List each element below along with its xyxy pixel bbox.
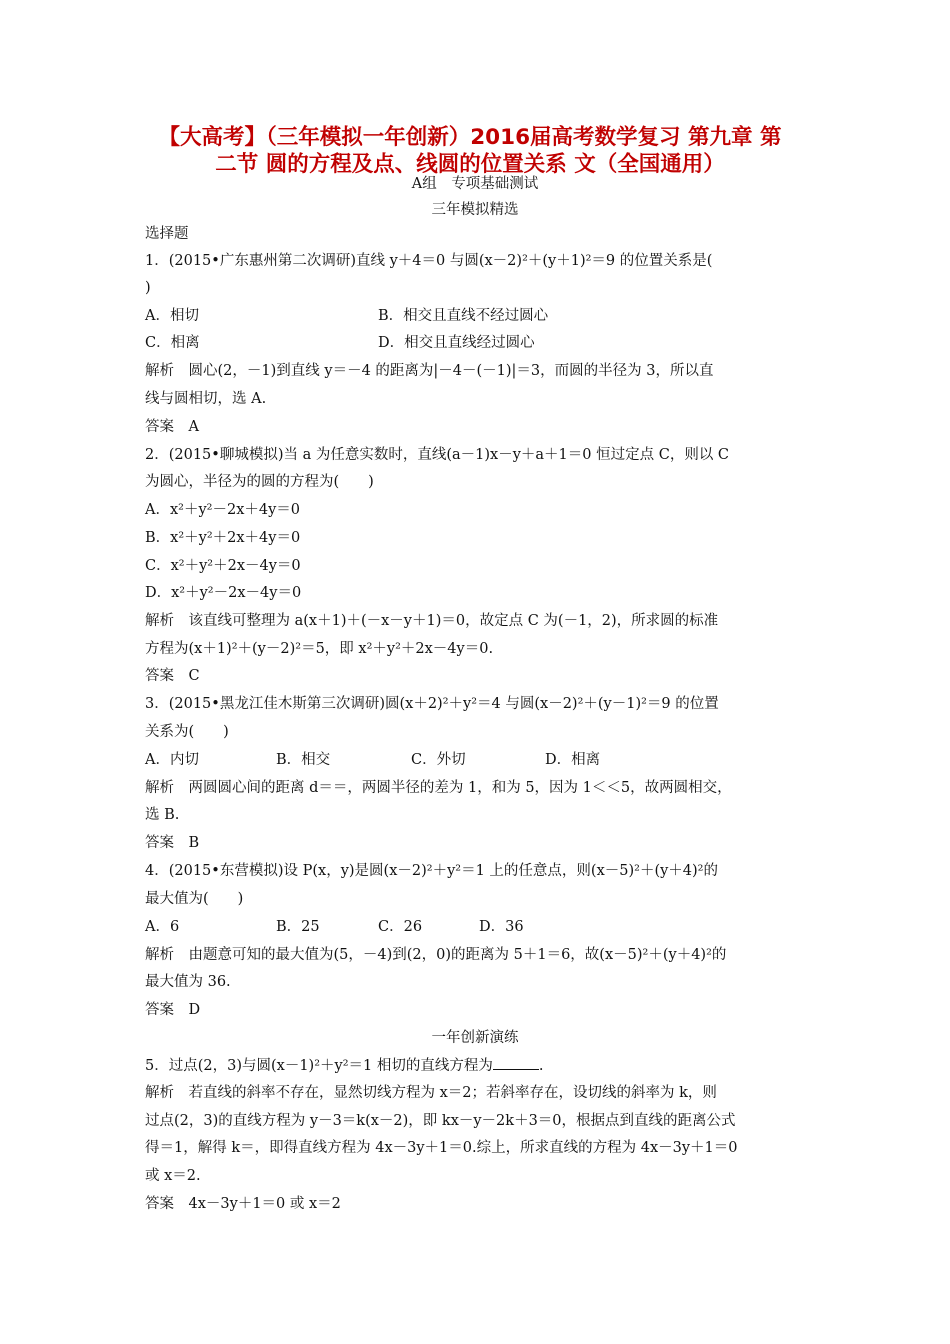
title-line-2: 二节 圆的方程及点、线圆的位置关系 文（全国通用） — [215, 152, 725, 177]
q1-solution-line-2: 线与圆相切，选 A. — [145, 391, 267, 407]
q4-solution-line-1: 解析 由题意可知的最大值为(5，－4)到(2，0)的距离为 5＋1＝6，故(x－5)²＋(y＋4)²的 — [145, 947, 727, 963]
q3-option-c: C．外切 — [411, 752, 466, 768]
q3-solution-line-2: 选 B. — [145, 807, 180, 823]
q4-answer: 答案 D — [145, 1002, 201, 1018]
q2-solution-line-2: 方程为(x＋1)²＋(y－2)²＝5，即 x²＋y²＋2x－4y＝0. — [145, 641, 494, 657]
section-heading-one-year: 一年创新演练 — [431, 1030, 519, 1046]
group-heading: A组 专项基础测试 — [411, 176, 539, 192]
q1-stem-line-1: 1．(2015•广东惠州第二次调研)直线 y＋4＝0 与圆(x－2)²＋(y＋1)²＝9 的位置关系是( — [145, 253, 713, 269]
q5-solution-line-1: 解析 若直线的斜率不存在，显然切线方程为 x＝2；若斜率存在，设切线的斜率为 k，则 — [145, 1085, 717, 1101]
q5-solution-line-3: 得＝1，解得 k＝，即得直线方程为 4x－3y＋1＝0.综上，所求直线的方程为 4x－3y＋1＝0 — [145, 1140, 738, 1156]
q1-answer: 答案 A — [145, 419, 199, 435]
q1-stem-line-2: ) — [145, 280, 151, 296]
q2-option-c: C．x²＋y²＋2x－4y＝0 — [145, 558, 301, 574]
q2-option-d: D．x²＋y²－2x－4y＝0 — [145, 585, 302, 601]
title-line-1: 【大高考】（三年模拟一年创新）2016届高考数学复习 第九章 第 — [158, 125, 782, 150]
section-heading-three-year: 三年模拟精选 — [431, 202, 519, 218]
q3-option-a: A．内切 — [145, 752, 199, 768]
q5-stem-text: 5．过点(2，3)与圆(x－1)²＋y²＝1 相切的直线方程为 — [145, 1058, 493, 1074]
question-type-label: 选择题 — [145, 226, 189, 242]
q5-answer-blank — [493, 1055, 539, 1070]
q2-option-a: A．x²＋y²－2x＋4y＝0 — [145, 502, 301, 518]
q4-stem-line-2: 最大值为( ) — [145, 891, 244, 907]
q3-option-b: B．相交 — [276, 752, 331, 768]
q3-option-d: D．相离 — [545, 752, 601, 768]
q3-solution-line-1: 解析 两圆圆心间的距离 d＝＝，两圆半径的差为 1，和为 5，因为 1＜＜5，故两圆相交， — [145, 780, 732, 796]
q4-option-d: D．36 — [479, 919, 524, 935]
document-title — [120, 124, 820, 178]
q2-stem-line-1: 2．(2015•聊城模拟)当 a 为任意实数时，直线(a－1)x－y＋a＋1＝0 恒过定点 C，则以 C — [145, 447, 730, 463]
q3-answer: 答案 B — [145, 835, 200, 851]
q3-stem-line-2: 关系为( ) — [145, 724, 229, 740]
q5-stem-end: . — [538, 1058, 544, 1074]
q4-option-a: A．6 — [145, 919, 180, 935]
q1-solution-line-1: 解析 圆心(2，－1)到直线 y＝－4 的距离为|－4－(－1)|＝3，而圆的半径为 3，所以直 — [145, 363, 714, 379]
q2-option-b: B．x²＋y²＋2x＋4y＝0 — [145, 530, 301, 546]
q4-stem-line-1: 4．(2015•东营模拟)设 P(x，y)是圆(x－2)²＋y²＝1 上的任意点，则(x－5)²＋(y＋4)²的 — [145, 863, 718, 879]
q4-solution-line-2: 最大值为 36. — [145, 974, 231, 990]
q1-option-c: C．相离 — [145, 335, 200, 351]
q2-stem-line-2: 为圆心，半径为的圆的方程为( ) — [145, 474, 374, 490]
q5-answer: 答案 4x－3y＋1＝0 或 x＝2 — [145, 1196, 341, 1212]
q1-option-a: A．相切 — [145, 308, 199, 324]
q3-stem-line-1: 3．(2015•黑龙江佳木斯第三次调研)圆(x＋2)²＋y²＝4 与圆(x－2)²＋(y－1)²＝9 的位置 — [145, 696, 719, 712]
q1-option-b: B．相交且直线不经过圆心 — [378, 308, 549, 324]
q1-option-d: D．相交且直线经过圆心 — [378, 335, 535, 351]
q4-option-c: C．26 — [378, 919, 423, 935]
q5-stem — [145, 1055, 810, 1076]
q2-answer: 答案 C — [145, 668, 200, 684]
q4-option-b: B．25 — [276, 919, 320, 935]
q5-solution-line-4: 或 x＝2. — [145, 1168, 201, 1184]
q5-solution-line-2: 过点(2，3)的直线方程为 y－3＝k(x－2)，即 kx－y－2k＋3＝0，根据点到直线的距离公式 — [145, 1113, 736, 1129]
q2-solution-line-1: 解析 该直线可整理为 a(x＋1)＋(－x－y＋1)＝0，故定点 C 为(－1，2)，所求圆的标准 — [145, 613, 719, 629]
